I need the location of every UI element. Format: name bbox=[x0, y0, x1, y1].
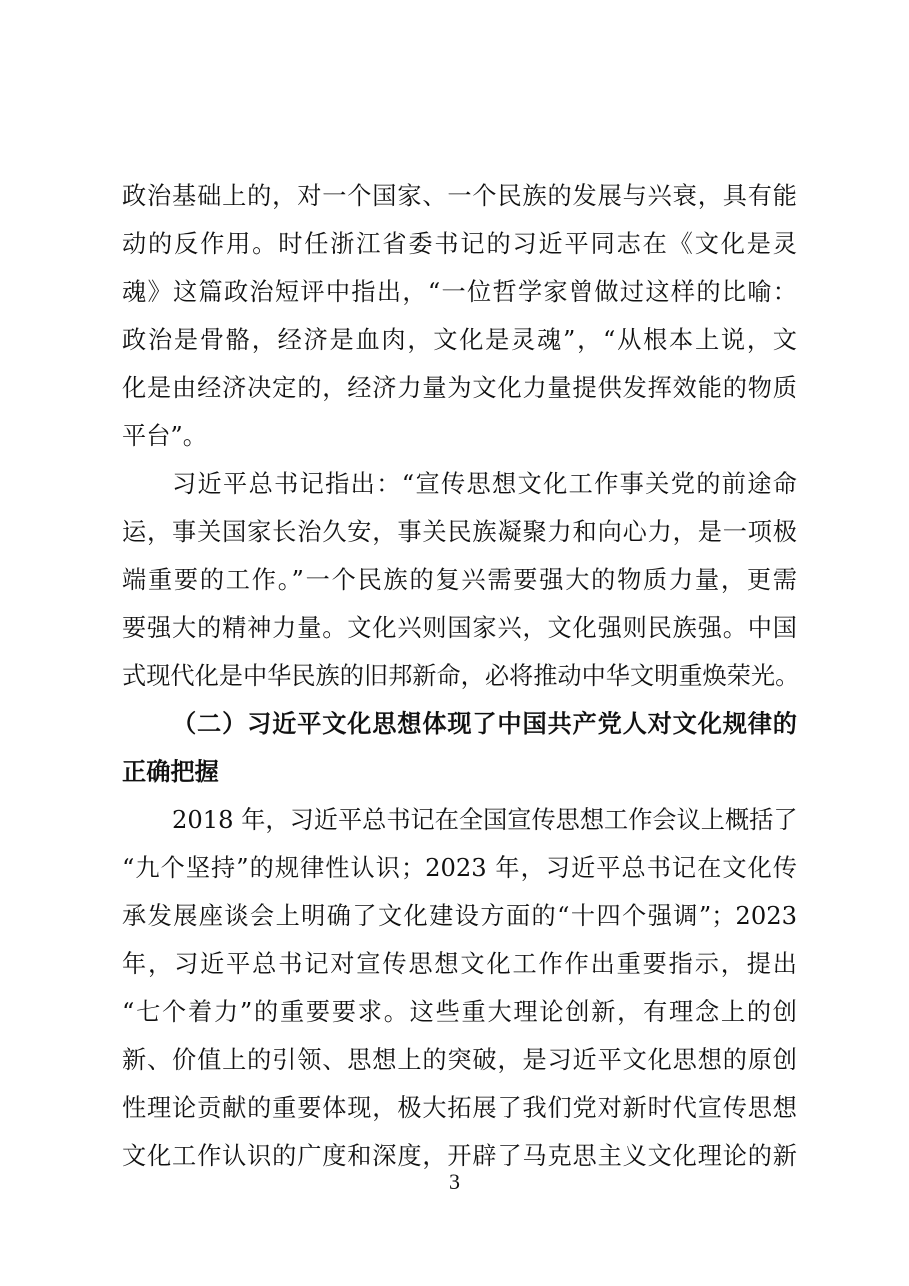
text-line: 端重要的工作。”一个民族的复兴需要强大的物质力量，更需 bbox=[122, 566, 797, 594]
section-heading: （二）习近平文化思想体现了中国共产党人对文化规律的 bbox=[172, 710, 797, 738]
text-line: 习近平总书记指出：“宣传思想文化工作事关党的前途命 bbox=[172, 470, 797, 498]
section-heading: 正确把握 bbox=[122, 758, 219, 786]
page-number: 3 bbox=[449, 1169, 460, 1194]
text-line: 式现代化是中华民族的旧邦新命，必将推动中华文明重焕荣光。 bbox=[122, 662, 800, 690]
text-line: 平台”。 bbox=[122, 422, 207, 450]
text-line: 化是由经济决定的，经济力量为文化力量提供发挥效能的物质 bbox=[122, 374, 797, 402]
text-line: “七个着力”的重要要求。这些重大理论创新，有理念上的创 bbox=[122, 998, 797, 1026]
text-line: 文化工作认识的广度和深度，开辟了马克思主义文化理论的新 bbox=[122, 1142, 797, 1170]
text-line: 承发展座谈会上明确了文化建设方面的“十四个强调”；2023 bbox=[122, 902, 797, 930]
body-text bbox=[122, 172, 800, 1180]
text-line: 2018 年，习近平总书记在全国宣传思想工作会议上概括了 bbox=[172, 806, 798, 834]
text-line: 动的反作用。时任浙江省委书记的习近平同志在《文化是灵 bbox=[122, 230, 797, 258]
text-line: 新、价值上的引领、思想上的突破，是习近平文化思想的原创 bbox=[122, 1046, 797, 1074]
text-line: 政治基础上的，对一个国家、一个民族的发展与兴衰，具有能 bbox=[122, 182, 797, 210]
text-line: “九个坚持”的规律性认识；2023 年，习近平总书记在文化传 bbox=[122, 854, 797, 882]
text-line: 年，习近平总书记对宣传思想文化工作作出重要指示，提出 bbox=[122, 950, 797, 978]
text-line: 魂》这篇政治短评中指出，“一位哲学家曾做过这样的比喻： bbox=[122, 278, 797, 306]
text-line: 运，事关国家长治久安，事关民族凝聚力和向心力，是一项极 bbox=[122, 518, 797, 546]
text-line: 政治是骨骼，经济是血肉，文化是灵魂”，“从根本上说，文 bbox=[122, 326, 797, 354]
text-line: 性理论贡献的重要体现，极大拓展了我们党对新时代宣传思想 bbox=[122, 1094, 797, 1122]
text-line: 要强大的精神力量。文化兴则国家兴，文化强则民族强。中国 bbox=[122, 614, 797, 642]
